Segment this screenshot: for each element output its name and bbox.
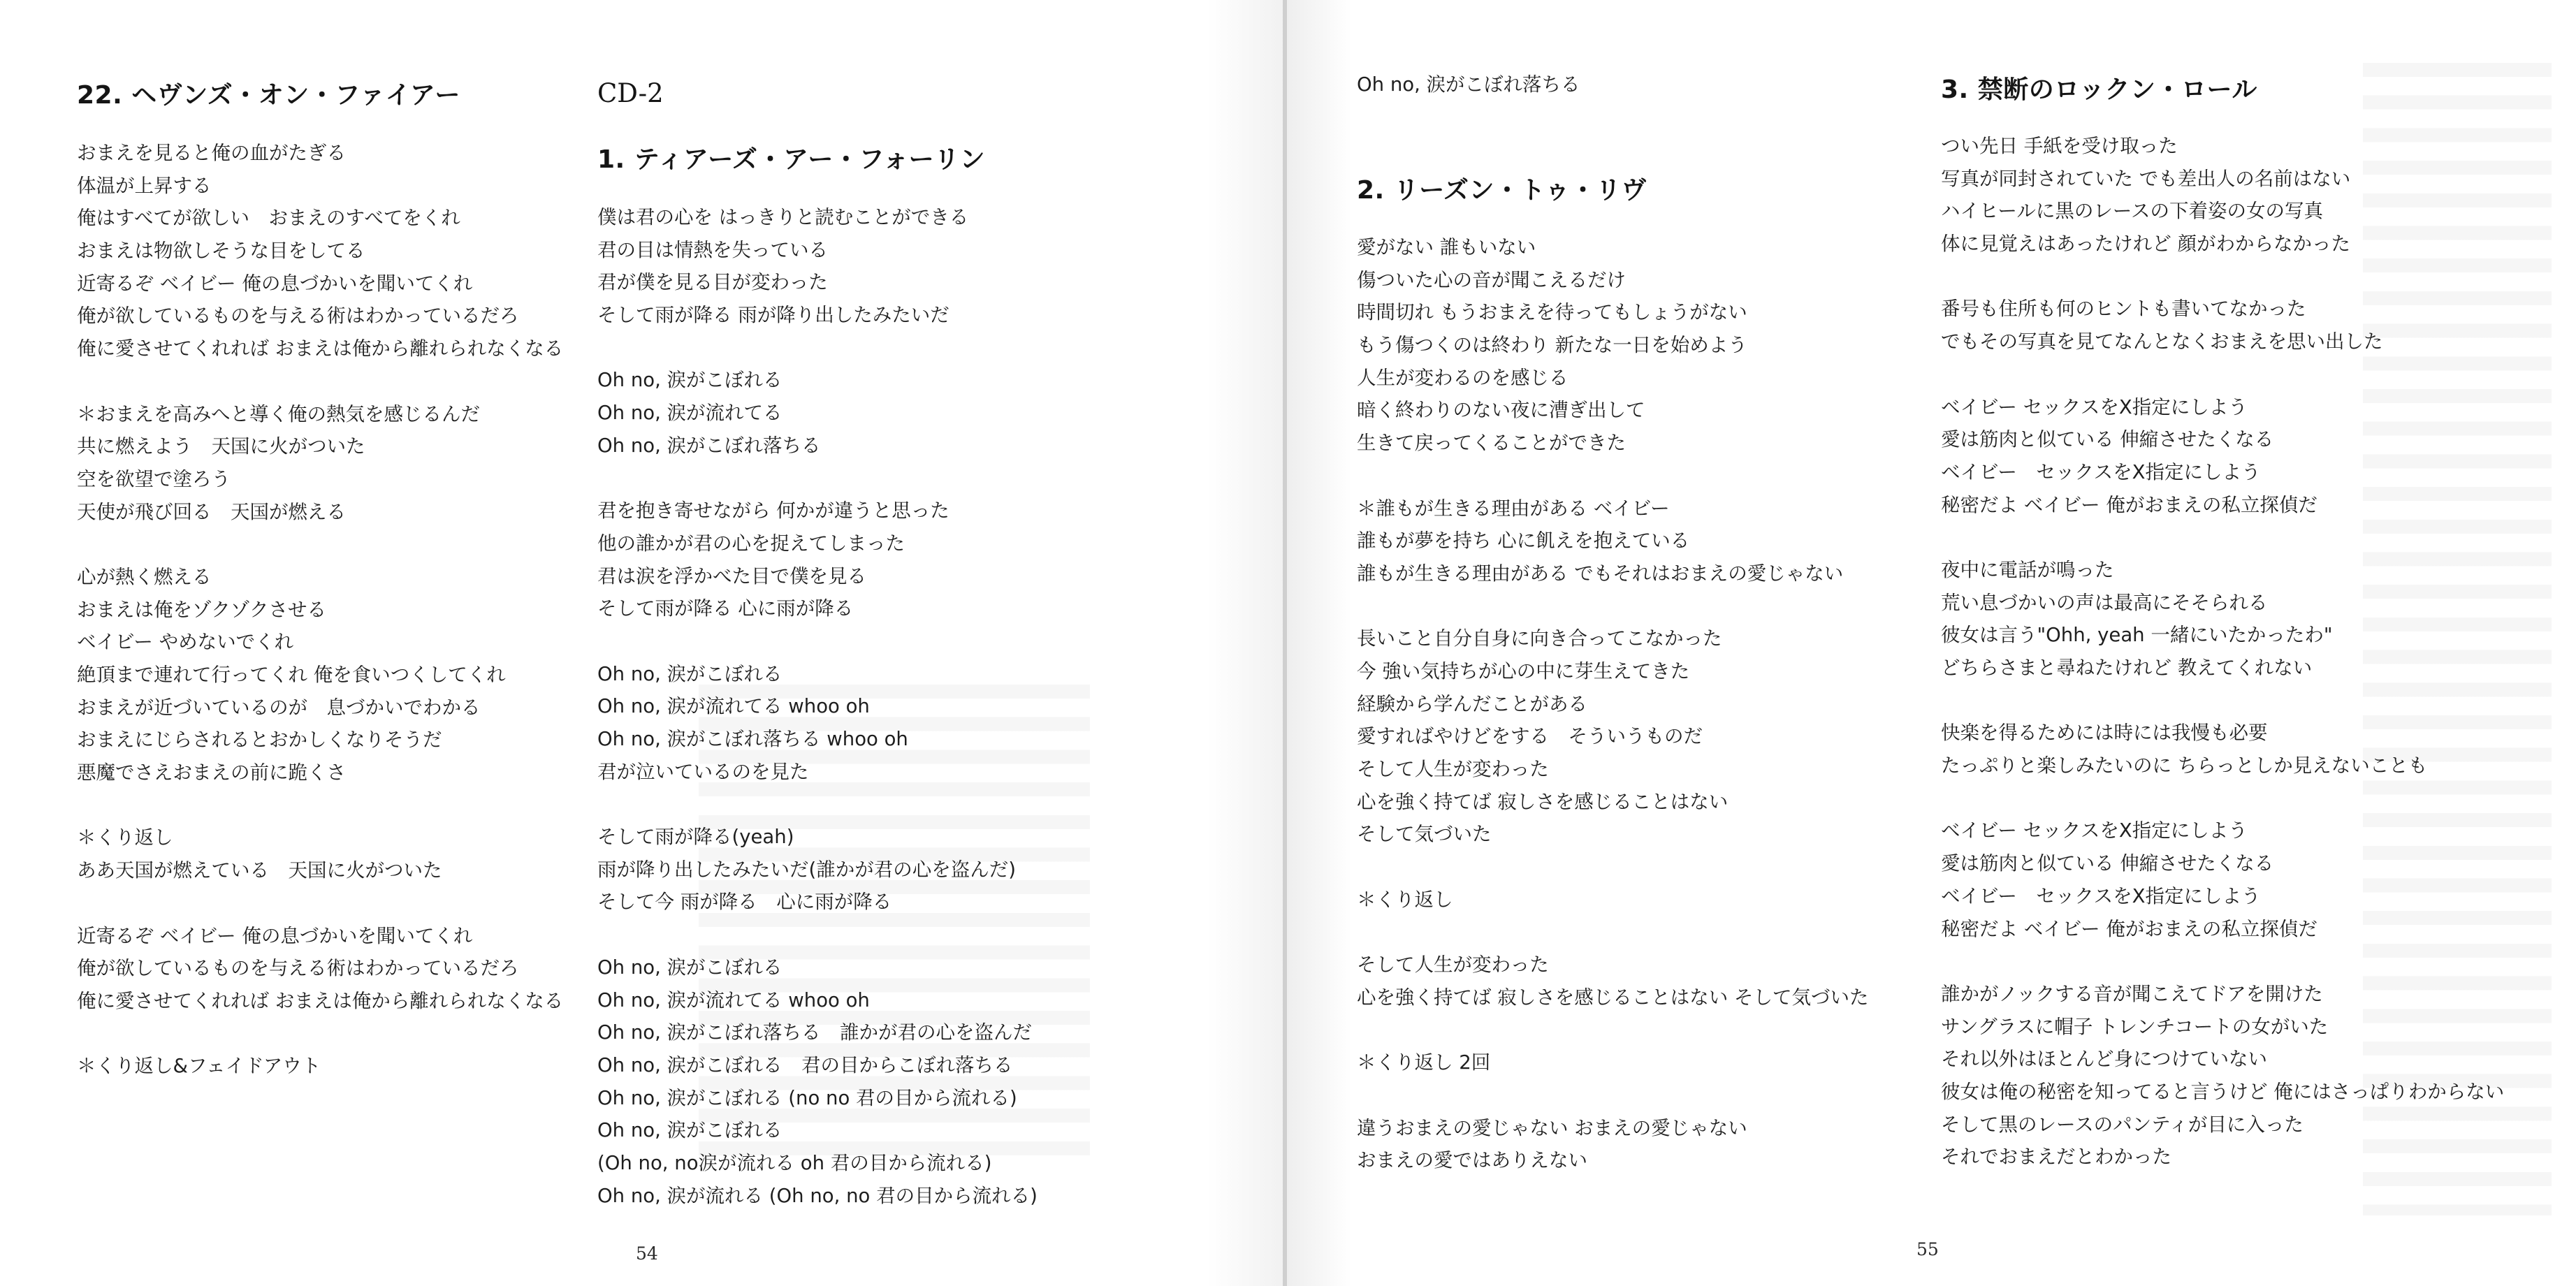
- lyric-line: ＊くり返し: [1357, 888, 1453, 911]
- song-title: 2. リーズン・トゥ・リヴ: [1357, 176, 1647, 205]
- lyric-line: Oh no, 涙が流れてる whoo oh: [597, 695, 870, 718]
- lyrics-block: [77, 137, 563, 1083]
- lyric-line: でもその写真を見てなんとなくおまえを思い出した: [1941, 330, 2383, 353]
- lyric-line: ああ天国が燃えている 天国に火がついた: [77, 859, 442, 882]
- lyric-line: 近寄るぞ ベイビー 俺の息づかいを聞いてくれ: [77, 924, 473, 947]
- lyric-line: おまえが近づいているのが 息づかいでわかる: [77, 696, 481, 719]
- lyric-line: Oh no, 涙がこぼれ落ちる 誰かが君の心を盗んだ: [597, 1021, 1033, 1044]
- lyric-line: そして雨が降る 心に雨が降る: [597, 597, 854, 620]
- lyric-line: 悪魔でさえおまえの前に跪くさ: [77, 761, 346, 784]
- lyric-line: 君を抱き寄せながら 何かが違うと思った: [597, 499, 949, 523]
- stanza-break: [1357, 590, 1868, 623]
- lyric-line: ＊くり返し 2回: [1357, 1051, 1491, 1074]
- lyric-line: Oh no, 涙がこぼれ落ちる: [597, 434, 821, 457]
- lyric-line: おまえにじらされるとおかしくなりそうだ: [77, 729, 442, 752]
- song-title: 3. 禁断のロックン・ロール: [1941, 75, 2257, 104]
- page-left: [0, 0, 1284, 1286]
- lyric-line: 君が泣いているのを見た: [597, 760, 809, 783]
- stanza-break: [77, 528, 563, 561]
- lyric-line: 時間切れ もうおまえを待ってもしょうがない: [1357, 301, 1747, 324]
- lyric-line: 愛は筋肉と似ている 伸縮させたくなる: [1941, 428, 2274, 451]
- lyric-line: 快楽を得るためには時には我慢も必要: [1941, 722, 2268, 745]
- lyric-line: 秘密だよ ベイビー 俺がおまえの私立探偵だ: [1941, 917, 2317, 940]
- lyric-line: そして雨が降る(yeah): [597, 826, 794, 849]
- lyric-line: 夜中に電話が鳴った: [1941, 558, 2114, 581]
- lyric-line: Oh no, 涙がこぼれる: [597, 1119, 783, 1142]
- lyric-line: 人生が変わるのを感じる: [1357, 366, 1569, 389]
- lyric-line: ハイヒールに黒のレースの下着姿の女の写真: [1941, 200, 2323, 223]
- stanza-break: [1357, 916, 1868, 949]
- lyric-line: Oh no, 涙がこぼれる 君の目からこぼれ落ちる: [597, 1053, 1013, 1076]
- lyric-line: Oh no, 涙が流れてる whoo oh: [597, 988, 870, 1011]
- lyric-line: Oh no, 涙がこぼれる: [597, 956, 783, 979]
- lyric-line: (Oh no, no涙が流れる oh 君の目から流れる): [597, 1151, 992, 1174]
- lyric-line: それ以外はほとんど身につけていない: [1941, 1048, 2267, 1071]
- lyric-line: 体温が上昇する: [77, 174, 212, 197]
- stanza-break: [1357, 1014, 1868, 1047]
- lyric-line: そして人生が変わった: [1357, 758, 1549, 780]
- stanza-break: [1357, 1079, 1868, 1112]
- lyrics-block: [1357, 231, 1868, 1177]
- lyric-line: 番号も住所も何のヒントも書いてなかった: [1941, 298, 2306, 321]
- lyric-line: おまえは物欲しそうな目をしてる: [77, 240, 365, 263]
- carry-over-line: Oh no, 涙がこぼれ落ちる: [1357, 73, 1580, 96]
- lyric-line: サングラスに帽子 トレンチコートの女がいた: [1941, 1015, 2329, 1038]
- lyric-line: 体に見覚えはあったけれど 顔がわからなかった: [1941, 233, 2350, 256]
- lyric-line: 写真が同封されていた でも差出人の名前はない: [1941, 167, 2351, 190]
- stanza-break: [1357, 460, 1868, 492]
- lyric-line: Oh no, 涙がこぼれる: [597, 662, 783, 685]
- lyric-line: 心を強く持てば 寂しさを感じることはない: [1357, 790, 1729, 813]
- lyric-line: Oh no, 涙がこぼれる: [597, 369, 783, 392]
- disc-label: CD-2: [597, 78, 664, 108]
- lyric-line: それでおまえだとわかった: [1941, 1146, 2171, 1169]
- lyric-line: 今 強い気持ちが心の中に芽生えてきた: [1357, 659, 1690, 682]
- lyric-line: Oh no, 涙がこぼれる (no no 君の目から流れる): [597, 1086, 1017, 1109]
- stanza-break: [1357, 851, 1868, 884]
- stanza-break: [1941, 782, 2504, 815]
- lyric-line: 経験から学んだことがある: [1357, 692, 1587, 715]
- lyric-line: ＊おまえを高みへと導く俺の熱気を感じるんだ: [77, 402, 480, 425]
- lyric-line: 近寄るぞ ベイビー 俺の息づかいを聞いてくれ: [77, 272, 473, 295]
- lyric-line: 愛は筋肉と似ている 伸縮させたくなる: [1941, 852, 2274, 875]
- lyric-line: たっぷりと楽しみたいのに ちらっとしか見えないことも: [1941, 754, 2428, 777]
- lyric-line: ベイビー セックスをX指定にしよう: [1941, 460, 2261, 483]
- lyric-line: おまえの愛ではありえない: [1357, 1149, 1587, 1172]
- stanza-break: [77, 789, 563, 822]
- lyric-line: 誰かがノックする音が聞こえてドアを開けた: [1941, 982, 2323, 1005]
- lyric-line: 生きて戻ってくることができた: [1357, 432, 1626, 455]
- stanza-break: [77, 365, 563, 398]
- stanza-break: [1941, 685, 2504, 717]
- lyric-line: 君が僕を見る目が変わった: [597, 271, 828, 294]
- page-number: 54: [636, 1243, 658, 1264]
- lyric-line: 共に燃えよう 天国に火がついた: [77, 435, 365, 458]
- lyric-line: そして気づいた: [1357, 823, 1492, 846]
- lyric-line: 荒い息づかいの声は最高にそそられる: [1941, 591, 2268, 614]
- lyric-line: ベイビー やめないでくれ: [77, 631, 294, 654]
- lyric-line: 誰もが夢を持ち 心に飢えを抱えている: [1357, 529, 1690, 553]
- lyric-line: 君の目は情熱を失っている: [597, 238, 828, 261]
- stanza-break: [77, 1018, 563, 1051]
- lyric-line: そして雨が降る 雨が降り出したみたいだ: [597, 304, 949, 327]
- stanza-break: [597, 919, 1038, 951]
- lyric-line: ＊くり返し: [77, 826, 173, 849]
- lyric-line: どちらさまと尋ねたけれど 教えてくれない: [1941, 657, 2313, 679]
- lyric-line: 彼女は俺の秘密を知ってると言うけど 俺にはさっぱりわからない: [1941, 1080, 2505, 1103]
- stanza-break: [597, 788, 1038, 821]
- lyric-line: 空を欲望で塗ろう: [77, 467, 231, 490]
- lyric-line: ベイビー セックスをX指定にしよう: [1941, 819, 2248, 842]
- lyric-line: おまえは俺をゾクゾクさせる: [77, 598, 326, 621]
- page-number: 55: [1916, 1239, 1939, 1259]
- lyric-line: 俺が欲しているものを与える術はわかっているだろ: [77, 957, 519, 980]
- lyric-line: 君は涙を浮かべた目で僕を見る: [597, 564, 866, 587]
- lyric-line: 長いこと自分自身に向き合ってこなかった: [1357, 627, 1722, 650]
- lyric-line: 心を強く持てば 寂しさを感じることはない そして気づいた: [1357, 986, 1869, 1009]
- lyric-line: ＊誰もが生きる理由がある ベイビー: [1357, 497, 1670, 520]
- lyric-line: もう傷つくのは終わり 新たな一日を始めよう: [1357, 334, 1747, 357]
- lyric-line: 俺に愛させてくれれば おまえは俺から離れられなくなる: [77, 337, 564, 360]
- stanza-break: [1941, 945, 2504, 978]
- lyric-line: 愛がない 誰もいない: [1357, 236, 1536, 258]
- lyric-line: 僕は君の心を はっきりと読むことができる: [597, 206, 969, 228]
- lyric-line: 暗く終わりのない夜に漕ぎ出して: [1357, 399, 1645, 422]
- lyric-line: 違うおまえの愛じゃない おまえの愛じゃない: [1357, 1116, 1747, 1139]
- stanza-break: [1941, 358, 2504, 391]
- lyric-line: 天使が飛び回る 天国が燃える: [77, 500, 346, 523]
- lyric-line: 俺に愛させてくれれば おまえは俺から離れられなくなる: [77, 989, 564, 1012]
- song-title: 22. ヘヴンズ・オン・ファイアー: [77, 81, 460, 110]
- lyric-line: Oh no, 涙が流れてる: [597, 402, 783, 425]
- lyric-line: Oh no, 涙が流れる (Oh no, no 君の目から流れる): [597, 1184, 1038, 1207]
- stanza-break: [597, 625, 1038, 658]
- lyric-line: ＊くり返し&フェイドアウト: [77, 1055, 321, 1078]
- lyric-line: ベイビー セックスをX指定にしよう: [1941, 395, 2248, 418]
- lyric-line: 絶頂まで連れて行ってくれ 俺を食いつくしてくれ: [77, 664, 506, 686]
- lyric-line: 傷ついた心の音が聞こえるだけ: [1357, 268, 1626, 291]
- lyric-line: そして人生が変わった: [1357, 953, 1549, 977]
- stanza-break: [1941, 521, 2504, 554]
- lyric-line: つい先日 手紙を受け取った: [1941, 135, 2178, 157]
- song-title: 1. ティアーズ・アー・フォーリン: [597, 145, 986, 174]
- page-right: [1287, 0, 2576, 1286]
- lyric-line: 愛すればやけどをする そういうものだ: [1357, 725, 1703, 748]
- lyric-line: 彼女は言う"Ohh, yeah 一緒にいたかったわ": [1941, 624, 2333, 647]
- stanza-break: [597, 462, 1038, 495]
- lyric-line: 秘密だよ ベイビー 俺がおまえの私立探偵だ: [1941, 493, 2317, 516]
- lyrics-block: [597, 201, 1038, 1212]
- lyric-line: Oh no, 涙がこぼれ落ちる whoo oh: [597, 728, 908, 750]
- lyric-line: 他の誰かが君の心を捉えてしまった: [597, 532, 905, 555]
- lyric-line: 俺はすべてが欲しい おまえのすべてをくれ: [77, 207, 460, 230]
- lyric-line: ベイビー セックスをX指定にしよう: [1941, 884, 2261, 907]
- lyric-line: 誰もが生きる理由がある でもそれはおまえの愛じゃない: [1357, 562, 1844, 585]
- stanza-break: [597, 332, 1038, 365]
- lyric-line: おまえを見ると俺の血がたぎる: [77, 142, 346, 164]
- stanza-break: [1941, 261, 2504, 293]
- lyrics-block: [1941, 130, 2504, 1174]
- stanza-break: [77, 887, 563, 920]
- lyric-line: 俺が欲しているものを与える術はわかっているだろ: [77, 305, 519, 328]
- lyric-line: そして今 雨が降る 心に雨が降る: [597, 891, 892, 914]
- lyric-line: 雨が降り出したみたいだ(誰かが君の心を盗んだ): [597, 858, 1016, 881]
- lyric-line: 心が熱く燃える: [77, 565, 212, 588]
- lyric-line: そして黒のレースのパンティが目に入った: [1941, 1113, 2304, 1136]
